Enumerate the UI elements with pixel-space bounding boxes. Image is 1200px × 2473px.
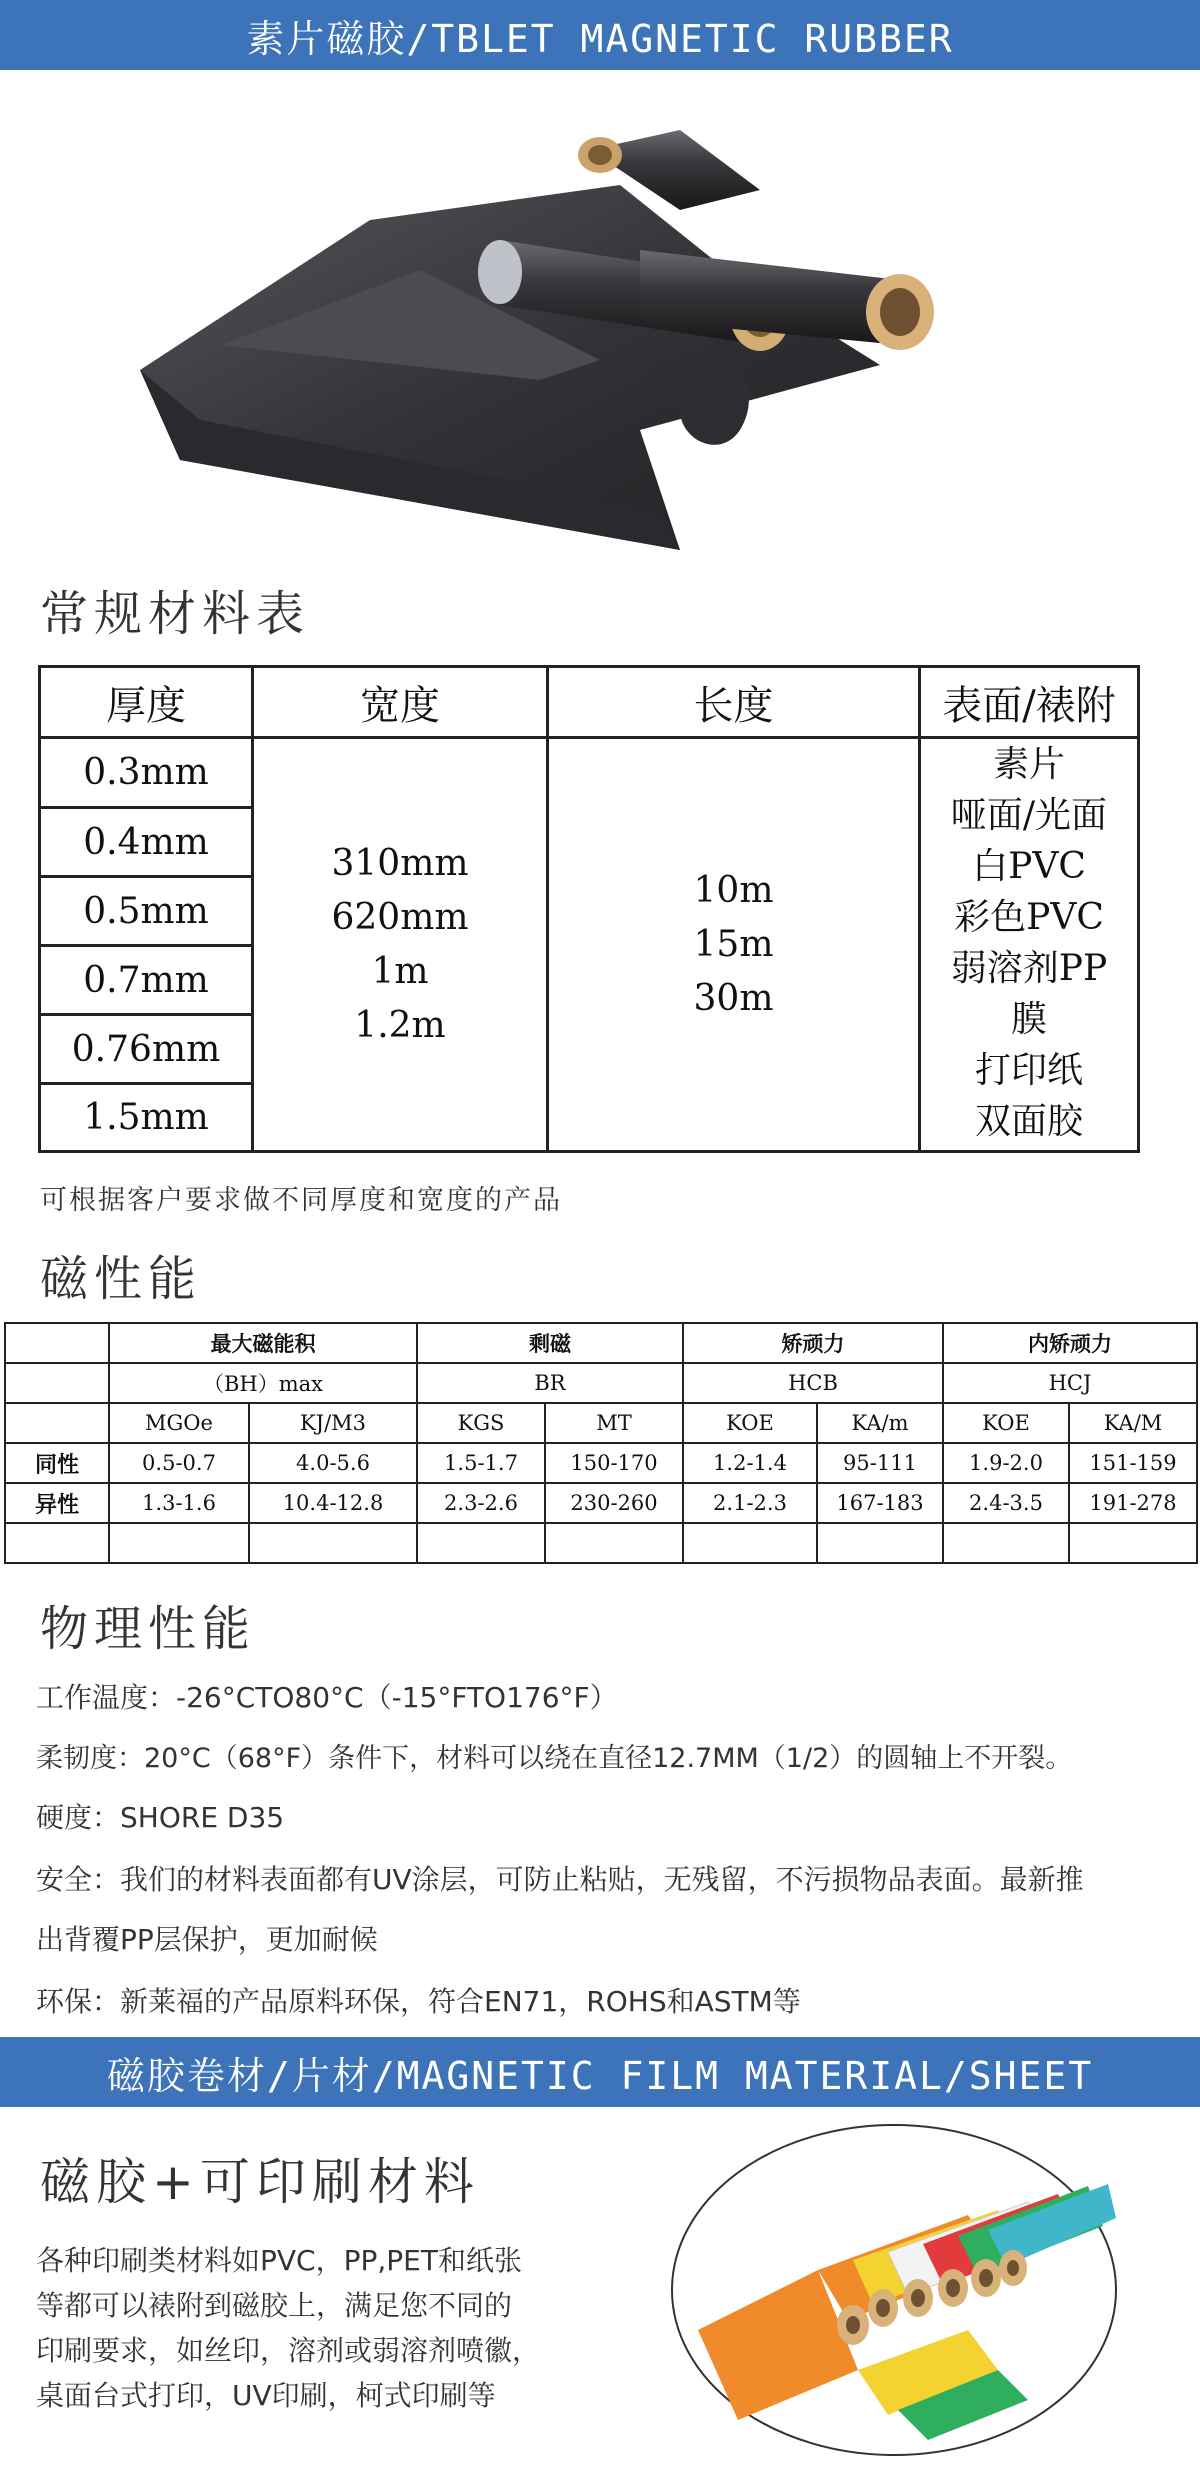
physical-line: 柔韧度：20°C（68°F）条件下，材料可以绕在直径12.7MM（1/2）的圆轴上不开裂。 xyxy=(36,1743,1073,1774)
top-banner-title: 素片磁胶/TBLET MAGNETIC RUBBER xyxy=(246,16,954,61)
group-header: 剩磁 xyxy=(417,1323,683,1363)
top-banner xyxy=(0,0,1200,70)
value-cell: 2.4-3.5 xyxy=(943,1483,1069,1523)
value-cell: 95-111 xyxy=(817,1443,943,1483)
value-cell: 150-170 xyxy=(545,1443,683,1483)
physical-line: 硬度：SHORE D35 xyxy=(36,1801,285,1834)
surface-value: 素片 xyxy=(992,744,1065,785)
printing-line: 桌面台式打印，UV印刷，柯式印刷等 xyxy=(36,2379,496,2412)
value-cell: 2.3-2.6 xyxy=(417,1483,545,1523)
surface-value: 彩色PVC xyxy=(954,897,1104,938)
group-header: 矫顽力 xyxy=(683,1323,943,1363)
thickness-cell: 0.3mm xyxy=(83,752,209,793)
value-cell: 4.0-5.6 xyxy=(249,1443,417,1483)
width-value: 620mm xyxy=(331,896,469,938)
materials-title: 常规材料表 xyxy=(40,586,311,642)
value-cell: 2.1-2.3 xyxy=(683,1483,817,1523)
unit-cell: MGOe xyxy=(109,1403,249,1443)
bottom-banner-title: 磁胶卷材/片材/MAGNETIC FILM MATERIAL/SHEET xyxy=(106,2053,1094,2098)
magnetic-title: 磁性能 xyxy=(40,1251,203,1307)
header-thickness: 厚度 xyxy=(106,682,186,729)
value-cell: 10.4-12.8 xyxy=(249,1483,417,1523)
colored-rolls-image xyxy=(668,2120,1120,2460)
value-cell: 167-183 xyxy=(817,1483,943,1523)
surface-value: 哑面/光面 xyxy=(950,795,1108,836)
symbol-cell: （BH）max xyxy=(109,1363,417,1403)
symbol-cell: HCJ xyxy=(943,1363,1197,1403)
surface-value: 膜 xyxy=(1010,999,1047,1040)
printing-line: 等都可以裱附到磁胶上，满足您不同的 xyxy=(36,2289,513,2322)
magnetic-table xyxy=(4,1322,1198,1564)
table-row xyxy=(5,1323,1197,1363)
unit-cell: KOE xyxy=(943,1403,1069,1443)
width-value: 1m xyxy=(371,950,429,992)
value-cell: 151-159 xyxy=(1069,1443,1197,1483)
physical-title: 物理性能 xyxy=(40,1601,257,1657)
table-row xyxy=(5,1403,1197,1443)
materials-table xyxy=(38,665,1140,1153)
magnetic-rubber-rolls-image xyxy=(120,130,1080,570)
unit-cell: KA/M xyxy=(1069,1403,1197,1443)
unit-cell: MT xyxy=(545,1403,683,1443)
surface-value: 打印纸 xyxy=(974,1050,1083,1091)
group-header: 最大磁能积 xyxy=(109,1323,417,1363)
unit-cell: KGS xyxy=(417,1403,545,1443)
printing-description xyxy=(36,2238,656,2418)
header-width: 宽度 xyxy=(360,682,440,729)
length-value: 10m xyxy=(693,869,774,911)
thickness-cell: 0.5mm xyxy=(83,890,209,932)
table-row xyxy=(5,1483,1197,1523)
materials-note: 可根据客户要求做不同厚度和宽度的产品 xyxy=(40,1185,562,1216)
printing-line: 各种印刷类材料如PVC，PP,PET和纸张 xyxy=(36,2244,522,2277)
bottom-banner xyxy=(0,2037,1200,2107)
row-label: 同性 xyxy=(5,1443,109,1483)
table-row xyxy=(5,1523,1197,1563)
surface-value: 双面胶 xyxy=(974,1101,1083,1142)
lengths-cell xyxy=(549,739,918,1150)
header-length: 长度 xyxy=(693,682,774,729)
printing-title: 磁胶+可印刷材料 xyxy=(40,2153,480,2211)
value-cell: 191-278 xyxy=(1069,1483,1197,1523)
widths-cell xyxy=(254,739,546,1150)
thickness-cell: 0.4mm xyxy=(83,821,209,863)
unit-cell: KJ/M3 xyxy=(249,1403,417,1443)
physical-line: 环保：新莱福的产品原料环保，符合EN71，ROHS和ASTM等 xyxy=(36,1985,801,2018)
value-cell: 1.9-2.0 xyxy=(943,1443,1069,1483)
surface-value: 白PVC xyxy=(972,846,1086,887)
value-cell: 230-260 xyxy=(545,1483,683,1523)
header-surface: 表面/裱附 xyxy=(942,682,1116,729)
width-value: 1.2m xyxy=(354,1004,446,1046)
thickness-cell: 0.7mm xyxy=(83,959,209,1001)
symbol-cell: BR xyxy=(417,1363,683,1403)
symbol-cell: HCB xyxy=(683,1363,943,1403)
row-label: 异性 xyxy=(5,1483,109,1523)
length-value: 15m xyxy=(693,923,774,965)
thickness-cell: 1.5mm xyxy=(83,1097,209,1138)
unit-cell: KA/m xyxy=(817,1403,943,1443)
value-cell: 1.2-1.4 xyxy=(683,1443,817,1483)
table-row xyxy=(5,1443,1197,1483)
value-cell: 0.5-0.7 xyxy=(109,1443,249,1483)
physical-line: 出背覆PP层保护，更加耐候 xyxy=(36,1923,378,1956)
length-value: 30m xyxy=(693,977,774,1019)
thickness-cell: 0.76mm xyxy=(71,1028,221,1070)
table-row xyxy=(5,1363,1197,1403)
physical-line: 工作温度：-26°CTO80°C（-15°FTO176°F） xyxy=(36,1681,618,1714)
group-header: 内矫顽力 xyxy=(943,1323,1197,1363)
value-cell: 1.5-1.7 xyxy=(417,1443,545,1483)
surfaces-cell xyxy=(921,739,1137,1150)
printing-line: 印刷要求，如丝印，溶剂或弱溶剂喷徽， xyxy=(36,2334,541,2367)
surface-value: 弱溶剂PP xyxy=(950,948,1108,989)
physical-line: 安全：我们的材料表面都有UV涂层，可防止粘贴，无残留，不污损物品表面。最新推 xyxy=(36,1863,1084,1896)
value-cell: 1.3-1.6 xyxy=(109,1483,249,1523)
unit-cell: KOE xyxy=(683,1403,817,1443)
width-value: 310mm xyxy=(331,842,469,884)
